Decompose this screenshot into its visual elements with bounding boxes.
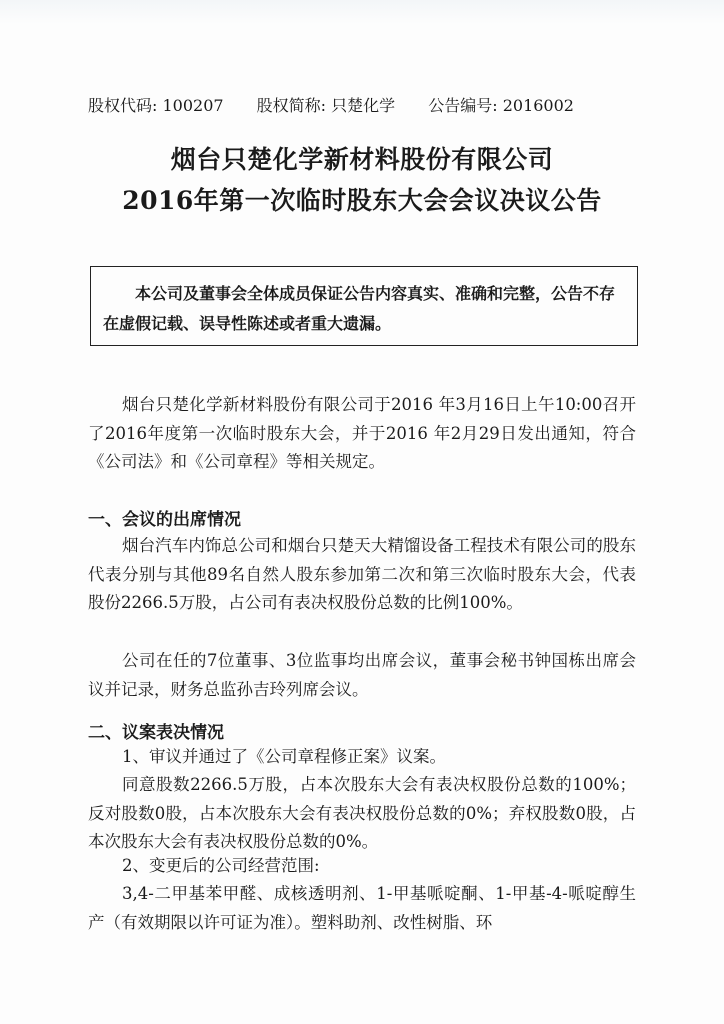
document-title-company: 烟台只楚化学新材料股份有限公司 <box>170 145 554 174</box>
stock-short-name: 股权简称: 只楚化学 <box>256 96 396 115</box>
resolution-item-1: 1、审议并通过了《公司章程修正案》议案。 <box>122 747 446 766</box>
section-heading-attendance: 一、会议的出席情况 <box>88 510 241 530</box>
intro-paragraph: 烟台只楚化学新材料股份有限公司于2016 年3月16日上午10:00召开了2016年度第一次临时股东大会，并于2016 年2月29日发出通知，符合《公司法》和《公司章程》等相关规定。 <box>88 395 636 471</box>
attendance-paragraph: 烟台汽车内饰总公司和烟台只楚天大精馏设备工程技术有限公司的股东代表分别与其他89名自然人股东参加第二次和第三次临时股东大会，代表股份2266.5万股，占公司有表决权股份总数的比例100%。 <box>88 536 636 612</box>
stock-code: 股权代码: 100207 <box>88 96 224 115</box>
business-scope-paragraph: 3,4-二甲基苯甲醛、成核透明剂、1-甲基哌啶酮、1-甲基-4-哌啶醇生产（有效期限以许可证为准）。塑料助剂、改性树脂、环 <box>88 884 636 932</box>
resolution-item-2: 2、变更后的公司经营范围: <box>122 856 320 875</box>
disclaimer-box: 本公司及董事会全体成员保证公告内容真实、准确和完整，公告不存在虚假记载、误导性陈述或者重大遗漏。 <box>90 266 638 346</box>
attendance-officers-paragraph: 公司在任的7位董事、3位监事均出席会议，董事会秘书钟国栋出席会议并记录，财务总监孙吉玲列席会议。 <box>88 651 636 699</box>
vote-result-paragraph: 同意股数2266.5万股，占本次股东大会有表决权股份总数的100%；反对股数0股，占本次股东大会有表决权股份总数的0%；弃权股数0股，占本次股东大会有表决权股份总数的0%。 <box>88 775 636 851</box>
scan-edge <box>0 0 724 24</box>
section-heading-voting: 二、议案表决情况 <box>88 723 224 743</box>
notice-number: 公告编号: 2016002 <box>428 96 574 115</box>
announcement-header <box>88 93 648 116</box>
document-title-subject: 2016年第一次临时股东大会会议决议公告 <box>122 186 602 215</box>
